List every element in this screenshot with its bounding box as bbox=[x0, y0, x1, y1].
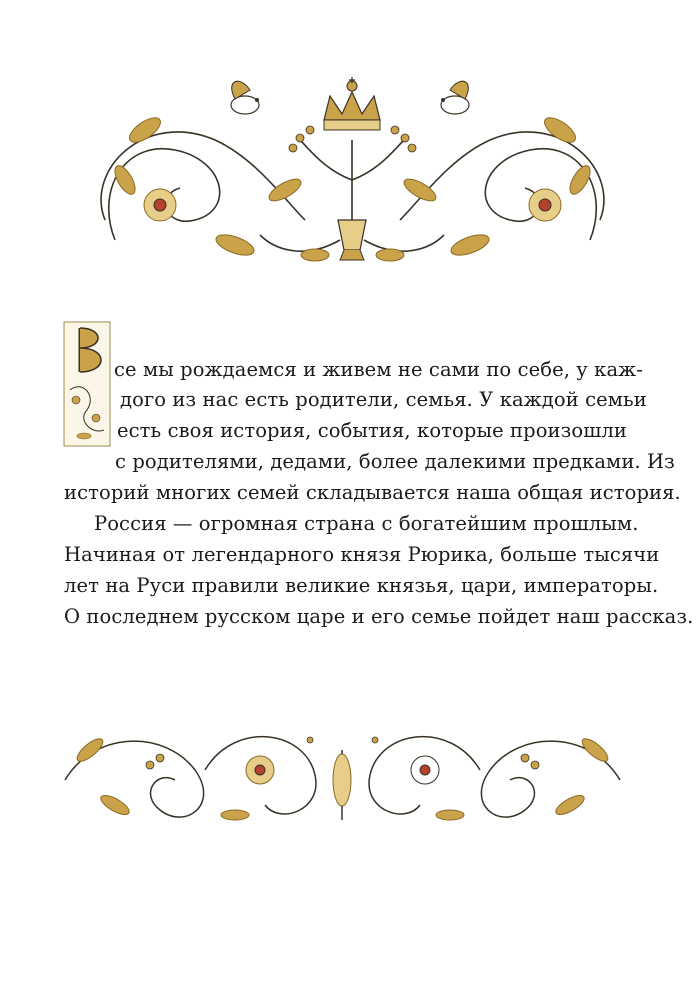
leaf bbox=[213, 231, 256, 260]
leaf bbox=[376, 249, 404, 261]
leaf bbox=[401, 175, 439, 205]
right-scroll-outer bbox=[400, 132, 604, 220]
leaf bbox=[266, 175, 304, 205]
right-bird-icon bbox=[441, 81, 469, 114]
left-stem-branch bbox=[300, 140, 352, 180]
leaf bbox=[333, 754, 351, 806]
text-line: лет на Руси правили великие князья, цари, императоры. bbox=[64, 574, 659, 597]
bottom-ornament-illustration bbox=[55, 710, 630, 840]
top-ornament-illustration bbox=[85, 70, 620, 280]
text-line: с родителями, дедами, более далекими предками. Из bbox=[115, 450, 675, 473]
text-line: се мы рождаемся и живем не сами по себе, у каж- bbox=[114, 358, 643, 381]
leaf bbox=[448, 231, 491, 260]
leaf bbox=[74, 735, 106, 765]
left-flower bbox=[246, 756, 274, 784]
text-line: Начиная от легендарного князя Рюрика, больше тысячи bbox=[64, 543, 660, 566]
leaf bbox=[221, 810, 249, 820]
text-line: историй многих семей складывается наша общая история. bbox=[64, 481, 681, 504]
leaf bbox=[301, 249, 329, 261]
lower-right-branch bbox=[364, 235, 444, 251]
leaf bbox=[541, 113, 580, 147]
right-stem-branch bbox=[352, 140, 404, 180]
leaf bbox=[126, 113, 165, 147]
vase-icon bbox=[338, 220, 366, 260]
text-line: Россия — огромная страна с богатейшим прошлым. bbox=[94, 512, 639, 535]
text-line: есть своя история, события, которые произошли bbox=[117, 419, 628, 442]
dropcap-ornament bbox=[62, 320, 112, 448]
leaf bbox=[579, 735, 611, 765]
text-line: О последнем русском царе и его семье пойдет наш рассказ. bbox=[64, 605, 694, 628]
leaf bbox=[553, 792, 587, 818]
crown-icon bbox=[324, 77, 380, 130]
lower-left-branch bbox=[260, 235, 340, 251]
right-flower bbox=[529, 189, 561, 221]
left-flower bbox=[144, 189, 176, 221]
text-line: дого из нас есть родители, семья. У каждой семьи bbox=[120, 388, 647, 411]
leaf bbox=[436, 810, 464, 820]
leaf bbox=[98, 792, 132, 818]
left-scroll-outer bbox=[101, 132, 305, 220]
right-flower bbox=[411, 756, 439, 784]
left-bird-icon bbox=[231, 81, 259, 114]
